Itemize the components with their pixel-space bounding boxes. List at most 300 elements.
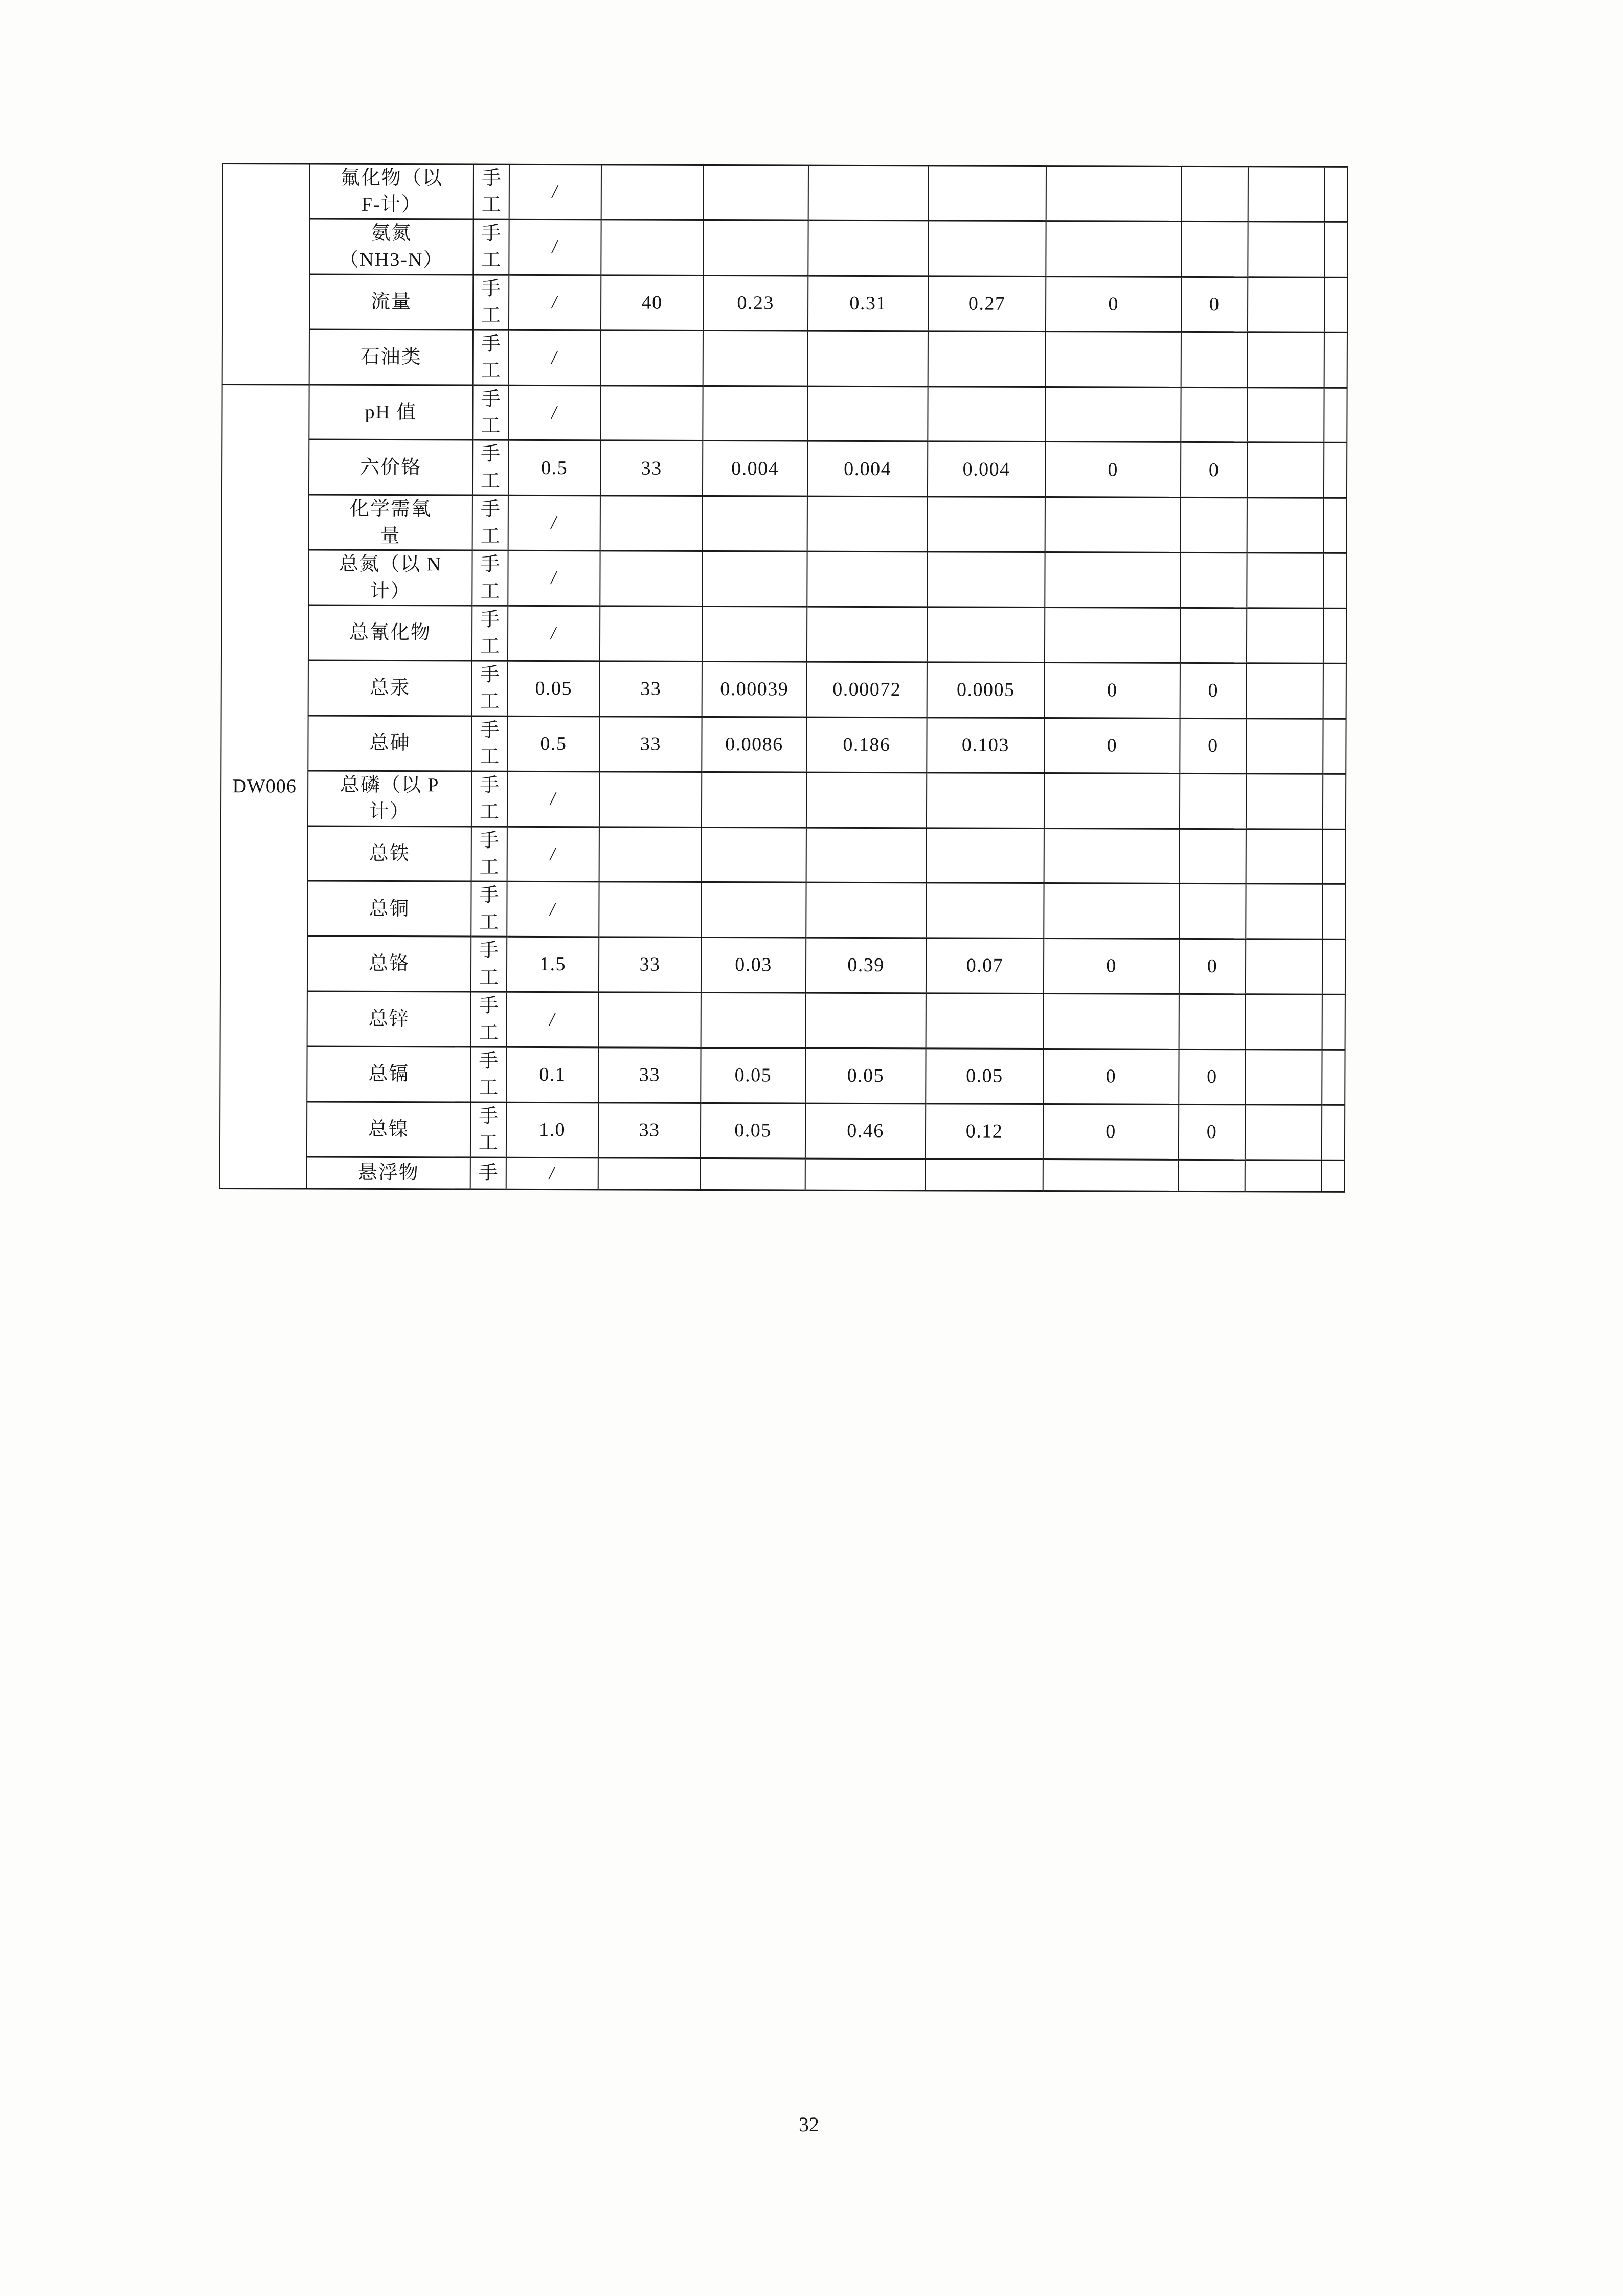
table-row: [221, 770, 1346, 829]
value-cell-v7: [1182, 166, 1248, 221]
value-cell-v2: [600, 385, 703, 441]
value-cell-v7: [1181, 498, 1247, 553]
value-cell-v5: [926, 883, 1044, 939]
value-cell-v9: [1324, 443, 1347, 498]
value-cell-v3: 0.004: [703, 441, 807, 497]
table-row: [220, 936, 1345, 995]
value-cell-v7: [1181, 332, 1248, 387]
value-cell-v9: [1323, 608, 1346, 663]
value-cell-v8: [1248, 167, 1325, 222]
value-cell-v7: [1181, 221, 1248, 277]
value-cell-v8: [1248, 222, 1324, 277]
value-cell-v6: [1044, 828, 1180, 884]
pollutant-item-line: 流量: [371, 291, 412, 313]
pollutant-item-cell: [309, 439, 472, 495]
measurement-method-cell: [470, 1102, 506, 1157]
value-cell-v8: [1247, 442, 1324, 498]
value-cell-v2: [601, 330, 703, 386]
value-cell-v2: [601, 165, 704, 220]
value-cell-v5: 0.07: [926, 938, 1044, 994]
method-char: 手: [481, 443, 501, 465]
value-cell-v9: [1324, 332, 1347, 388]
method-char: 手: [479, 830, 499, 852]
table-row: [222, 218, 1347, 277]
value-cell-v4: [808, 165, 929, 221]
value-cell-v3: 0.03: [701, 938, 806, 993]
page-number-value: 32: [799, 2113, 819, 2136]
value-cell-v8: [1247, 387, 1324, 442]
value-cell-v1: [508, 496, 600, 551]
table-row: [221, 826, 1346, 884]
method-char: 手: [481, 167, 501, 189]
method-char: 工: [481, 249, 501, 272]
value-cell-v9: [1323, 829, 1346, 884]
value-cell-v6: 0: [1045, 662, 1180, 718]
value-cell-v2: 40: [601, 275, 703, 331]
monitoring-data-table-container: [222, 163, 1347, 1189]
value-cell-v7: 0: [1180, 663, 1247, 718]
table-row: [220, 991, 1345, 1050]
method-char: 工: [479, 801, 500, 823]
value-cell-v3: [701, 993, 806, 1049]
value-cell-v4: 0.31: [808, 276, 928, 331]
value-cell-v1: [508, 606, 600, 661]
value-cell-v4: [808, 220, 928, 276]
value-cell-v8: [1246, 773, 1323, 829]
value-cell-v4: [806, 828, 927, 883]
pollutant-item-line: 量: [380, 525, 401, 547]
value-cell-v7: 0: [1181, 277, 1248, 332]
value-cell-v5: [927, 772, 1044, 828]
value-cell-v3: [703, 330, 808, 386]
pollutant-item-line: 总镍: [368, 1118, 410, 1141]
slash-mark: /: [550, 181, 560, 203]
pollutant-item-line: 总铬: [368, 953, 410, 975]
value-cell-v6: [1045, 608, 1180, 663]
value-cell-v9: [1323, 774, 1346, 829]
value-cell-v5: [929, 166, 1046, 221]
value-cell-v2: [601, 220, 703, 276]
value-cell-v7: 0: [1179, 939, 1246, 994]
method-char: 手: [480, 719, 500, 741]
value-cell-v8: [1247, 498, 1324, 553]
value-cell-v7: [1180, 773, 1246, 829]
value-cell-v5: [927, 552, 1045, 608]
pollutant-item-line: 总锌: [368, 1008, 410, 1030]
page-number: [0, 2112, 1623, 2136]
measurement-method-cell: [472, 550, 508, 606]
pollutant-item-cell: [310, 164, 474, 219]
table-row: [220, 1156, 1345, 1192]
value-cell-v8: [1246, 884, 1322, 939]
pollutant-item-cell: [308, 550, 472, 606]
slash-mark: /: [548, 1009, 557, 1031]
pollutant-item-line: 总铜: [369, 898, 410, 920]
method-char: 手: [480, 774, 500, 796]
value-cell-v4: 0.46: [805, 1103, 926, 1159]
value-cell-v9: [1325, 167, 1348, 222]
measurement-method-cell: [471, 771, 507, 827]
pollutant-item-cell: [309, 274, 473, 330]
table-row: [220, 1046, 1345, 1105]
pollutant-item-cell: [309, 329, 473, 385]
value-cell-v8: [1247, 553, 1323, 608]
value-cell-v3: [702, 772, 806, 828]
value-cell-v1: [508, 550, 600, 606]
value-cell-v7: 0: [1179, 1049, 1245, 1104]
value-cell-v2: [599, 882, 701, 938]
method-char: 工: [481, 415, 501, 437]
method-char: 工: [481, 194, 501, 216]
value-cell-v6: [1046, 221, 1181, 277]
value-cell-v5: [928, 221, 1046, 277]
value-cell-v9: [1324, 222, 1347, 277]
method-char: 手: [480, 553, 500, 575]
value-cell-v3: 0.05: [701, 1103, 805, 1158]
value-cell-v4: [807, 386, 928, 442]
pollutant-item-line: 石油类: [360, 346, 422, 368]
method-char: 手: [479, 940, 499, 962]
pollutant-item-cell: [307, 1102, 470, 1157]
measurement-method-cell: [472, 385, 508, 440]
value-cell-v3: [702, 827, 806, 883]
measurement-method-cell: [471, 992, 507, 1047]
value-cell-v4: 0.186: [806, 717, 927, 773]
measurement-method-cell: [472, 661, 508, 716]
measurement-method-cell: [471, 716, 507, 771]
value-cell-v9: [1324, 498, 1347, 553]
pollutant-item-line: 总镉: [368, 1063, 410, 1085]
pollutant-item-line: 总砷: [369, 732, 411, 754]
slash-mark: /: [550, 402, 559, 423]
value-cell-v5: [928, 497, 1045, 552]
table-row: [222, 439, 1347, 498]
value-cell-v2: [599, 992, 701, 1048]
method-char: 工: [480, 636, 500, 658]
value-cell-v8: [1247, 608, 1323, 663]
slash-mark: /: [548, 843, 558, 865]
pollutant-item-cell: [309, 219, 473, 275]
method-char: 工: [479, 1077, 499, 1099]
pollutant-item-line: 悬浮物: [357, 1162, 419, 1184]
value-cell-v1: 0.5: [507, 716, 599, 771]
method-char: 工: [481, 360, 501, 382]
value-cell-v5: [926, 1159, 1043, 1191]
value-cell-v7: [1179, 1160, 1245, 1191]
monitoring-data-table: [219, 163, 1348, 1193]
value-cell-v2: [598, 1158, 701, 1190]
value-cell-v1: [509, 164, 601, 219]
slash-mark: /: [550, 291, 560, 314]
measurement-method-cell: [472, 495, 508, 550]
value-cell-v6: 0: [1044, 718, 1180, 773]
value-cell-v4: [806, 882, 926, 938]
pollutant-item-cell: [308, 605, 472, 661]
measurement-method-cell: [470, 1047, 506, 1102]
value-cell-v1: [507, 771, 599, 827]
pollutant-item-line: 总汞: [369, 677, 411, 699]
value-cell-v4: 0.00072: [807, 662, 927, 718]
method-char: 手: [481, 278, 501, 300]
measurement-method-cell: [471, 937, 507, 992]
value-cell-v3: 0.00039: [702, 661, 807, 717]
method-char: 工: [480, 746, 500, 768]
slash-mark: /: [547, 1162, 557, 1185]
value-cell-v6: [1044, 994, 1179, 1050]
pollutant-item-cell: [308, 660, 472, 716]
pollutant-item-cell: [307, 1046, 470, 1102]
value-cell-v5: [927, 607, 1045, 663]
pollutant-item-line: 总氮（以 N: [339, 553, 442, 575]
value-cell-v3: [701, 1158, 805, 1190]
value-cell-v6: [1046, 331, 1181, 387]
value-cell-v2: 33: [599, 937, 701, 993]
value-cell-v1: [509, 275, 601, 330]
value-cell-v1: 1.5: [507, 937, 599, 992]
value-cell-v2: [600, 551, 702, 607]
measurement-method-cell: [471, 827, 507, 882]
value-cell-v1: 0.5: [508, 440, 600, 496]
pollutant-item-line: 计）: [369, 800, 411, 823]
value-cell-v8: [1246, 829, 1323, 884]
table-row: [223, 164, 1348, 222]
value-cell-v7: 0: [1179, 1104, 1245, 1160]
value-cell-v6: [1045, 552, 1180, 608]
value-cell-v3: 0.23: [703, 275, 808, 331]
value-cell-v8: [1245, 1160, 1322, 1192]
pollutant-item-line: F-计）: [361, 194, 422, 216]
value-cell-v2: 33: [599, 717, 702, 772]
outfall-group-cell: DW006: [220, 384, 309, 1189]
pollutant-item-cell: [307, 1157, 470, 1189]
pollutant-item-line: 六价铬: [360, 456, 422, 478]
method-char: 手: [479, 884, 499, 907]
pollutant-item-cell: [308, 771, 471, 827]
value-cell-v3: [703, 220, 808, 276]
value-cell-v2: 33: [598, 1047, 701, 1103]
value-cell-v5: 0.12: [926, 1104, 1043, 1160]
value-cell-v2: [599, 771, 702, 827]
value-cell-v2: [600, 496, 703, 551]
pollutant-item-cell: [307, 936, 471, 992]
value-cell-v2: [600, 606, 702, 662]
value-cell-v1: [507, 882, 599, 937]
slash-mark: /: [549, 788, 558, 810]
value-cell-v5: 0.27: [928, 276, 1046, 332]
measurement-method-cell: [473, 330, 509, 385]
value-cell-v4: 0.39: [806, 938, 926, 993]
method-char: 工: [479, 1022, 499, 1044]
value-cell-v6: [1044, 883, 1179, 939]
pollutant-item-line: （NH3-N）: [339, 249, 444, 271]
value-cell-v7: [1180, 829, 1246, 884]
value-cell-v9: [1322, 1160, 1345, 1192]
value-cell-v6: [1045, 387, 1181, 442]
pollutant-item-cell: [307, 991, 471, 1047]
pollutant-item-cell: [309, 495, 472, 550]
value-cell-v9: [1323, 719, 1346, 774]
outfall-group-cell: [222, 164, 310, 385]
method-char: 工: [480, 525, 500, 547]
pollutant-item-line: 氟化物（以: [340, 167, 443, 189]
value-cell-v4: [805, 1158, 926, 1191]
method-char: 工: [480, 690, 500, 713]
table-row: [221, 715, 1346, 774]
value-cell-v4: [806, 993, 926, 1049]
table-row: [222, 384, 1347, 443]
value-cell-v9: [1322, 994, 1345, 1050]
pollutant-item-line: 化学需氧: [349, 498, 432, 520]
value-cell-v1: [506, 1157, 598, 1190]
value-cell-v5: [926, 993, 1044, 1049]
value-cell-v8: [1246, 994, 1322, 1050]
value-cell-v6: 0: [1043, 1049, 1179, 1105]
value-cell-v3: [702, 551, 807, 607]
table-row: [221, 605, 1346, 663]
value-cell-v9: [1324, 388, 1347, 443]
value-cell-v3: [701, 882, 806, 938]
measurement-method-cell: [473, 275, 509, 330]
value-cell-v9: [1322, 1050, 1345, 1105]
pollutant-item-line: 总氰化物: [349, 622, 432, 644]
measurement-method-cell: [473, 219, 509, 275]
method-char: 手: [479, 1105, 499, 1127]
slash-mark: /: [549, 622, 559, 644]
value-cell-v3: [702, 606, 807, 662]
value-cell-v8: [1246, 939, 1322, 994]
value-cell-v7: 0: [1181, 442, 1247, 498]
slash-mark: /: [550, 236, 560, 258]
value-cell-v5: 0.0005: [927, 662, 1045, 718]
value-cell-v5: 0.05: [926, 1049, 1043, 1104]
table-row: [222, 274, 1347, 332]
method-char: 工: [479, 967, 499, 989]
value-cell-v6: 0: [1046, 276, 1181, 332]
method-char: 手: [479, 995, 499, 1017]
table-row: [221, 550, 1346, 609]
measurement-method-cell: [472, 606, 508, 661]
value-cell-v6: 0: [1045, 442, 1181, 498]
value-cell-v4: [807, 551, 927, 607]
value-cell-v4: [807, 607, 927, 662]
pollutant-item-cell: [307, 881, 471, 937]
measurement-method-cell: [471, 881, 507, 937]
value-cell-v3: [704, 165, 808, 220]
slash-mark: /: [548, 898, 558, 920]
value-cell-v9: [1322, 940, 1345, 995]
pollutant-item-line: 氨氮: [371, 222, 412, 244]
value-cell-v3: [703, 386, 807, 441]
measurement-method-cell: [472, 440, 508, 495]
slash-mark: /: [549, 567, 559, 589]
value-cell-v7: [1179, 884, 1246, 939]
method-char: 工: [480, 581, 500, 603]
value-cell-v8: [1246, 719, 1323, 774]
value-cell-v3: 0.0086: [702, 717, 806, 772]
pollutant-item-line: 总铁: [369, 842, 410, 864]
method-char: 手: [480, 609, 500, 631]
value-cell-v9: [1324, 277, 1347, 332]
value-cell-v9: [1323, 553, 1346, 608]
method-char: 手: [480, 498, 500, 520]
value-cell-v9: [1322, 1105, 1345, 1160]
value-cell-v2: 33: [600, 440, 703, 496]
value-cell-v7: [1180, 553, 1247, 608]
value-cell-v8: [1247, 663, 1323, 719]
value-cell-v6: [1043, 1159, 1179, 1191]
pollutant-item-line: pH 值: [365, 401, 417, 423]
value-cell-v5: 0.103: [927, 718, 1044, 773]
value-cell-v4: [806, 772, 927, 828]
value-cell-v1: [507, 827, 599, 882]
slash-mark: /: [550, 346, 559, 369]
method-char: 手: [480, 664, 500, 686]
table-row: [220, 881, 1345, 940]
value-cell-v6: 0: [1044, 939, 1179, 994]
value-cell-v6: 0: [1043, 1104, 1179, 1160]
method-char: 工: [479, 856, 499, 878]
value-cell-v5: [928, 386, 1045, 442]
value-cell-v4: [808, 331, 928, 387]
value-cell-v3: [703, 496, 807, 552]
value-cell-v9: [1323, 663, 1346, 719]
pollutant-item-cell: [308, 826, 471, 882]
method-char: 工: [480, 470, 501, 492]
method-char: 工: [478, 1132, 499, 1154]
pollutant-item-line: 计）: [370, 580, 411, 602]
value-cell-v5: [928, 331, 1046, 387]
method-char: 手: [481, 388, 501, 410]
measurement-method-cell: [470, 1157, 506, 1189]
pollutant-item-cell: [308, 716, 471, 771]
value-cell-v5: 0.004: [928, 441, 1045, 497]
value-cell-v7: [1181, 387, 1247, 442]
method-char: 手: [478, 1162, 498, 1184]
value-cell-v8: [1245, 1105, 1322, 1160]
table-row: [222, 495, 1347, 553]
method-char: 手: [481, 222, 501, 244]
value-cell-v6: [1045, 497, 1181, 553]
value-cell-v7: [1180, 608, 1247, 663]
value-cell-v8: [1248, 277, 1324, 332]
value-cell-v3: 0.05: [701, 1047, 805, 1103]
value-cell-v1: [507, 992, 599, 1047]
value-cell-v4: 0.05: [805, 1048, 926, 1104]
value-cell-v1: [508, 385, 600, 440]
value-cell-v4: [807, 496, 928, 552]
measurement-method-cell: [474, 164, 509, 219]
value-cell-v8: [1245, 1050, 1322, 1105]
value-cell-v1: [509, 219, 601, 275]
value-cell-v1: 1.0: [506, 1102, 598, 1157]
slash-mark: /: [549, 512, 559, 534]
value-cell-v7: [1179, 994, 1246, 1050]
value-cell-v6: [1046, 166, 1182, 222]
value-cell-v1: [509, 330, 601, 385]
value-cell-v4: 0.004: [807, 441, 928, 497]
pollutant-item-line: 总磷（以 P: [340, 774, 440, 796]
value-cell-v9: [1322, 884, 1345, 940]
pollutant-item-cell: [309, 385, 472, 440]
value-cell-v1: 0.05: [508, 661, 600, 716]
table-row: [221, 660, 1346, 719]
value-cell-v2: 33: [598, 1103, 701, 1158]
value-cell-v8: [1248, 332, 1324, 387]
value-cell-v2: 33: [600, 661, 702, 717]
value-cell-v7: 0: [1180, 718, 1246, 773]
value-cell-v1: 0.1: [506, 1047, 598, 1102]
table-row: [222, 329, 1347, 388]
